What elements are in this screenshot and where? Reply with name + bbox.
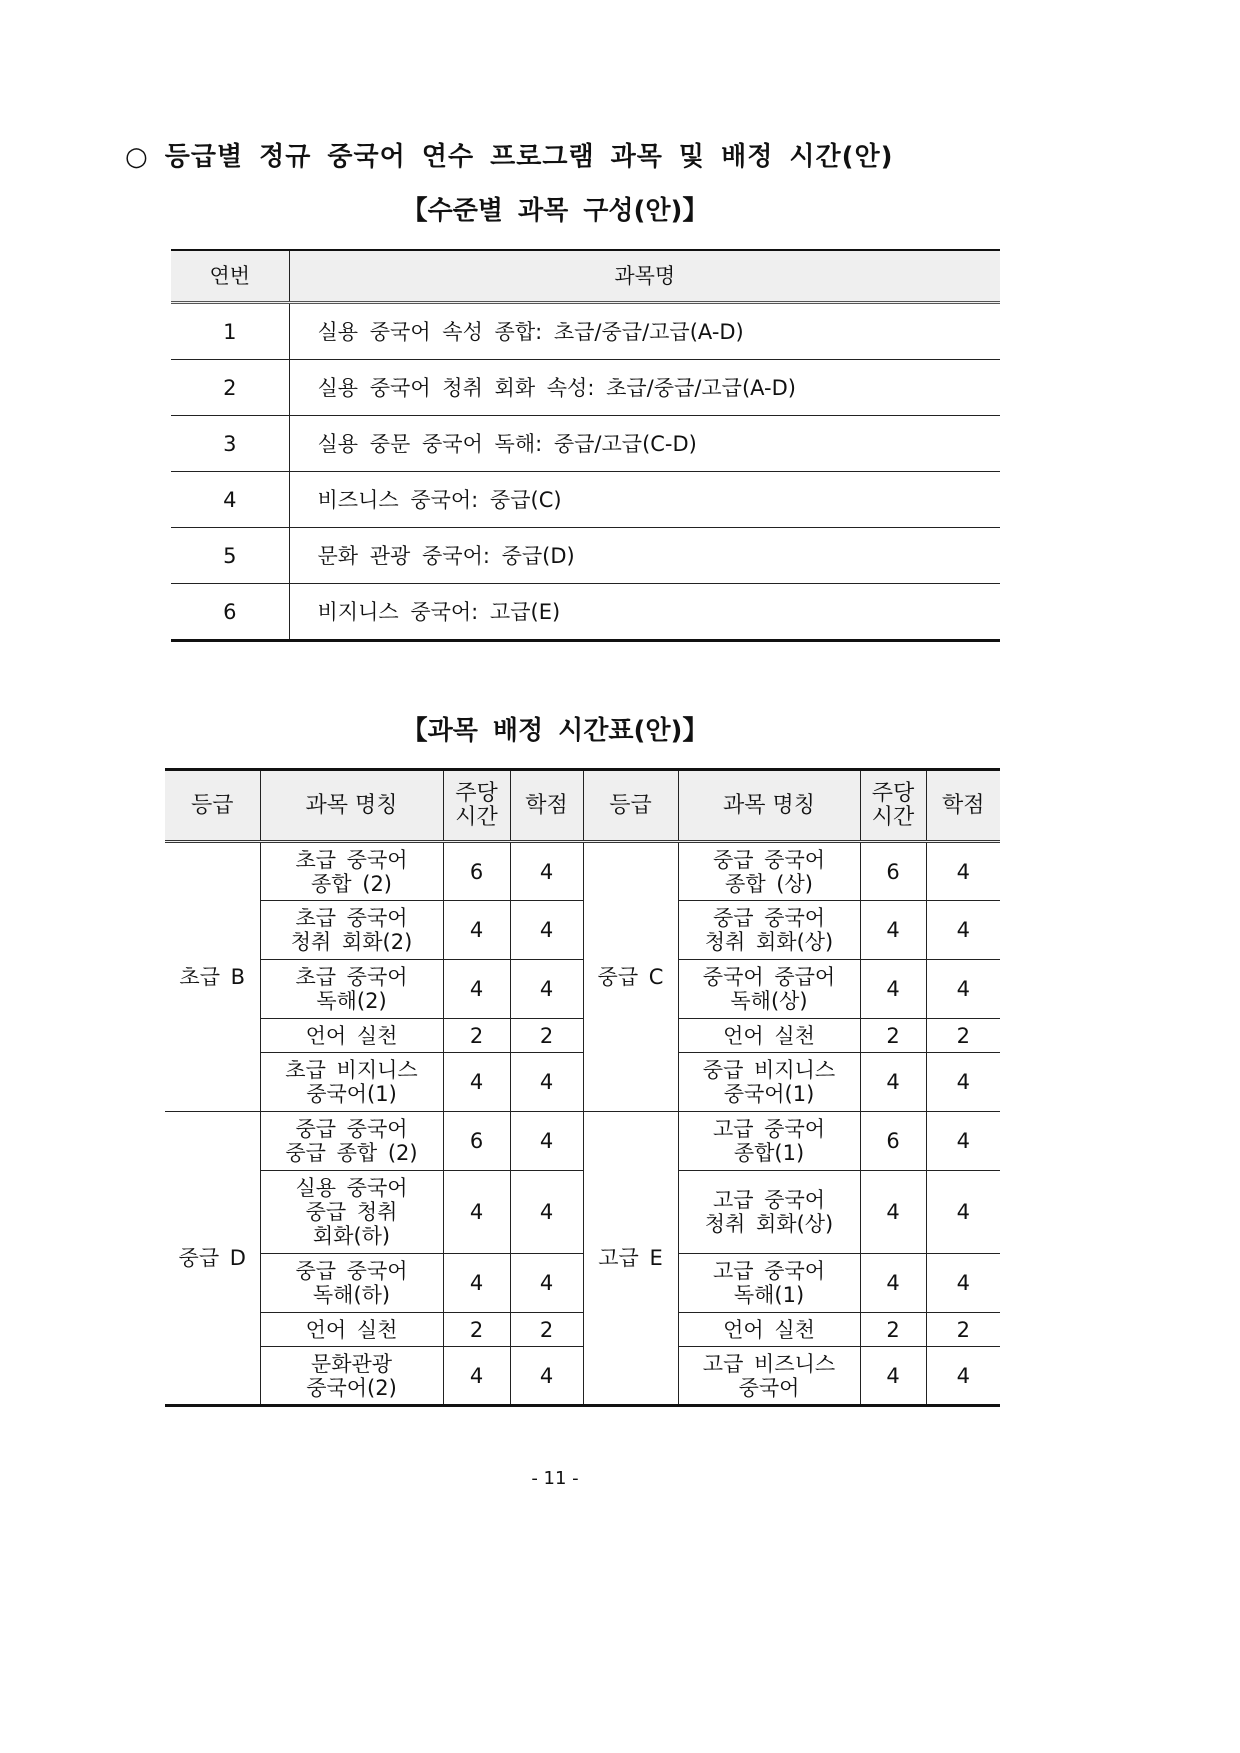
course-schedule-table	[165, 768, 1000, 1407]
table2-caption: 【과목 배정 시간표(안)】	[401, 716, 709, 746]
table-row	[171, 528, 1000, 584]
course-name: 초급 비지니스 중국어(1)	[260, 1053, 443, 1112]
row-number: 4	[171, 472, 289, 528]
table-row	[165, 901, 1000, 960]
weekly-hours: 4	[860, 960, 926, 1019]
table-row	[171, 416, 1000, 472]
course-name: 언어 실천	[678, 1019, 860, 1053]
credits: 4	[510, 1053, 583, 1112]
table-row	[165, 1171, 1000, 1254]
credits: 2	[926, 1019, 1000, 1053]
row-number: 2	[171, 360, 289, 416]
table-row	[171, 472, 1000, 528]
weekly-hours: 4	[443, 960, 510, 1019]
table-row	[171, 303, 1000, 360]
course-name: 중급 중국어 독해(하)	[260, 1254, 443, 1313]
grade-cell: 초급 B	[165, 842, 260, 1112]
credits: 4	[926, 1254, 1000, 1313]
weekly-hours: 4	[860, 901, 926, 960]
credits: 4	[510, 960, 583, 1019]
course-name: 중급 중국어 종합 (상)	[678, 842, 860, 901]
credits: 4	[510, 1171, 583, 1254]
course-name: 비즈니스 중국어: 중급(C)	[289, 472, 1000, 528]
weekly-hours: 4	[443, 901, 510, 960]
credits: 4	[926, 1112, 1000, 1171]
weekly-hours: 4	[443, 1254, 510, 1313]
course-name: 초급 중국어 종합 (2)	[260, 842, 443, 901]
course-name: 비지니스 중국어: 고급(E)	[289, 584, 1000, 641]
course-name: 실용 중국어 청취 회화 속성: 초급/중급/고급(A-D)	[289, 360, 1000, 416]
table-row	[165, 960, 1000, 1019]
weekly-hours: 4	[443, 1053, 510, 1112]
column-header: 등급	[165, 770, 260, 842]
course-name: 고급 중국어 청취 회화(상)	[678, 1171, 860, 1254]
course-name: 중국어 중급어 독해(상)	[678, 960, 860, 1019]
course-name: 실용 중국어 중급 청취 회화(하)	[260, 1171, 443, 1254]
weekly-hours: 4	[443, 1171, 510, 1254]
table-row	[165, 1112, 1000, 1171]
credits: 2	[510, 1313, 583, 1347]
grade-cell: 고급 E	[583, 1112, 678, 1406]
row-number: 6	[171, 584, 289, 641]
weekly-hours: 2	[860, 1313, 926, 1347]
weekly-hours: 4	[860, 1347, 926, 1406]
course-name: 중급 중국어 청취 회화(상)	[678, 901, 860, 960]
credits: 4	[926, 1347, 1000, 1406]
course-name: 문화 관광 중국어: 중급(D)	[289, 528, 1000, 584]
grade-cell: 중급 C	[583, 842, 678, 1112]
row-number: 3	[171, 416, 289, 472]
course-name: 문화관광 중국어(2)	[260, 1347, 443, 1406]
credits: 4	[926, 842, 1000, 901]
course-name: 초급 중국어 독해(2)	[260, 960, 443, 1019]
column-header: 과목 명칭	[260, 770, 443, 842]
weekly-hours: 4	[860, 1254, 926, 1313]
credits: 4	[926, 1171, 1000, 1254]
table-row	[165, 842, 1000, 901]
section-heading: ○ 등급별 정규 중국어 연수 프로그램 과목 및 배정 시간(안)	[125, 142, 894, 172]
course-name: 초급 중국어 청취 회화(2)	[260, 901, 443, 960]
course-name: 언어 실천	[260, 1019, 443, 1053]
header-course-name: 과목명	[289, 250, 1000, 303]
credits: 4	[510, 1112, 583, 1171]
row-number: 5	[171, 528, 289, 584]
table-row	[165, 1019, 1000, 1053]
weekly-hours: 4	[860, 1171, 926, 1254]
column-header: 학점	[926, 770, 1000, 842]
weekly-hours: 6	[443, 842, 510, 901]
credits: 4	[926, 1053, 1000, 1112]
course-name: 실용 중문 중국어 독해: 중급/고급(C-D)	[289, 416, 1000, 472]
table1-caption: 【수준별 과목 구성(안)】	[401, 196, 709, 226]
column-header: 주당 시간	[860, 770, 926, 842]
weekly-hours: 6	[860, 842, 926, 901]
table-row	[165, 1254, 1000, 1313]
row-number: 1	[171, 303, 289, 360]
credits: 2	[510, 1019, 583, 1053]
page-number: - 11 -	[531, 1468, 579, 1489]
column-header: 등급	[583, 770, 678, 842]
course-composition-table	[171, 249, 1000, 642]
course-name: 언어 실천	[678, 1313, 860, 1347]
table-row	[171, 584, 1000, 641]
header-number: 연번	[171, 250, 289, 303]
course-name: 고급 중국어 종합(1)	[678, 1112, 860, 1171]
table-row	[165, 1313, 1000, 1347]
table-row	[171, 360, 1000, 416]
course-name: 고급 중국어 독해(1)	[678, 1254, 860, 1313]
grade-cell: 중급 D	[165, 1112, 260, 1406]
weekly-hours: 6	[443, 1112, 510, 1171]
course-name: 실용 중국어 속성 종합: 초급/중급/고급(A-D)	[289, 303, 1000, 360]
table-row	[165, 1053, 1000, 1112]
course-name: 고급 비즈니스 중국어	[678, 1347, 860, 1406]
column-header: 학점	[510, 770, 583, 842]
credits: 2	[926, 1313, 1000, 1347]
course-name: 중급 중국어 중급 종합 (2)	[260, 1112, 443, 1171]
course-name: 언어 실천	[260, 1313, 443, 1347]
credits: 4	[510, 1347, 583, 1406]
column-header: 주당 시간	[443, 770, 510, 842]
table-row	[165, 1347, 1000, 1406]
weekly-hours: 2	[443, 1019, 510, 1053]
credits: 4	[510, 1254, 583, 1313]
credits: 4	[926, 960, 1000, 1019]
weekly-hours: 4	[860, 1053, 926, 1112]
credits: 4	[510, 842, 583, 901]
course-name: 중급 비지니스 중국어(1)	[678, 1053, 860, 1112]
weekly-hours: 4	[443, 1347, 510, 1406]
credits: 4	[510, 901, 583, 960]
weekly-hours: 2	[443, 1313, 510, 1347]
credits: 4	[926, 901, 1000, 960]
weekly-hours: 2	[860, 1019, 926, 1053]
column-header: 과목 명칭	[678, 770, 860, 842]
weekly-hours: 6	[860, 1112, 926, 1171]
